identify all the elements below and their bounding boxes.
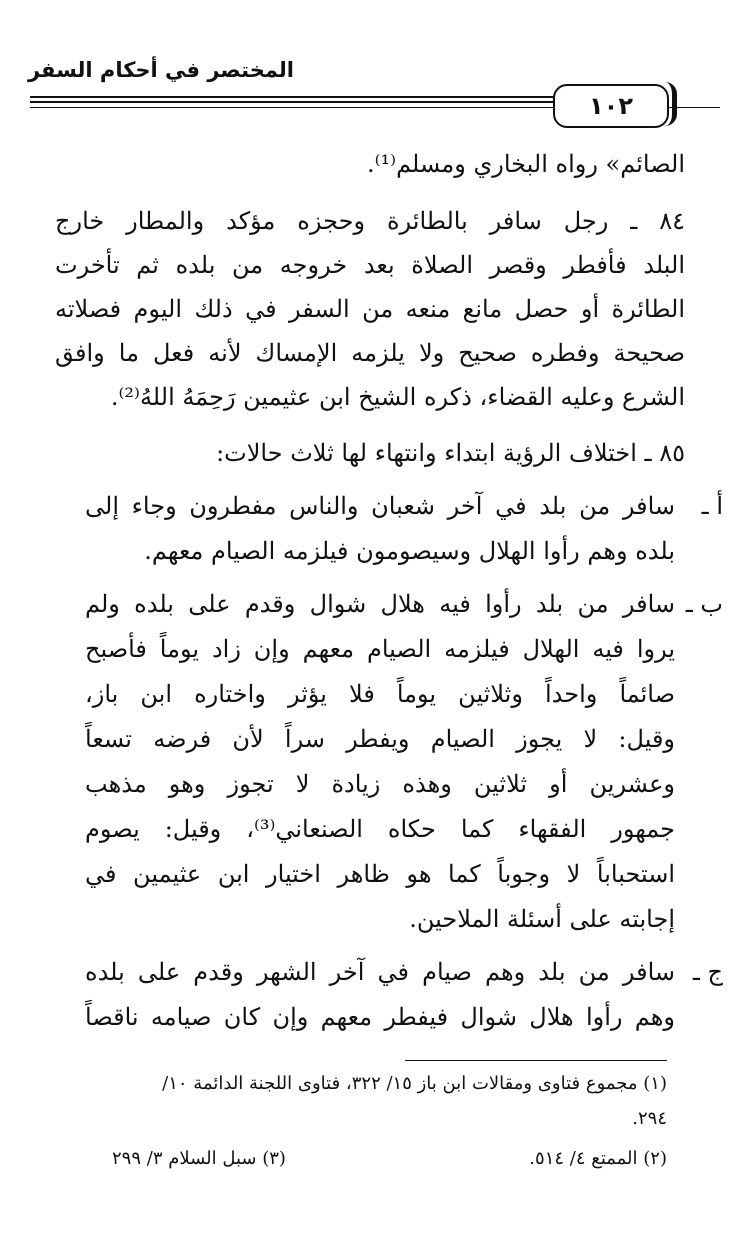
footnote-3: (٣) سبل السلام ٣/ ٢٩٩ xyxy=(112,1148,286,1169)
header-rule-top xyxy=(30,96,555,98)
body-line-4: الطائرة أو حصل مانع منعه من السفر في ذلك اليوم فصلاته xyxy=(55,295,685,323)
item-b-line-1: سافر من بلد رأوا فيه هلال شوال وقدم على بلده ولم xyxy=(85,590,675,618)
item-marker-a: أ ـ xyxy=(701,492,723,520)
page-number-bracket xyxy=(658,82,677,126)
body-line-1: الصائم» رواه البخاري ومسلم⁽¹⁾. xyxy=(367,150,685,178)
footnote-1-line-2: ٢٩٤. xyxy=(632,1108,667,1129)
item-a-line-2: بلده وهم رأوا الهلال وسيصومون فيلزمه الصيام معهم. xyxy=(144,537,675,565)
body-line-2: ٨٤ ـ رجل سافر بالطائرة وحجزه مؤكد والمطار خارج xyxy=(55,207,685,235)
item-c-line-2: وهم رأوا هلال شوال فيفطر معهم وإن كان صيامه ناقصاً xyxy=(85,1003,675,1031)
item-b-line-6: جمهور الفقهاء كما حكاه الصنعاني⁽³⁾، وقيل: يصوم xyxy=(85,815,676,843)
footnote-separator xyxy=(405,1060,667,1061)
page-number: ١٠٢ xyxy=(589,92,633,120)
item-b-line-7: استحباباً لا وجوباً كما هو ظاهر اختيار ابن عثيمين في xyxy=(85,860,675,888)
item-a-line-1: سافر من بلد في آخر شعبان والناس مفطرون وجاء إلى xyxy=(85,492,675,520)
body-line-5: صحيحة وفطره صحيح ولا يلزمه الإمساك لأنه فعل ما وافق xyxy=(55,339,685,367)
running-title: المختصر في أحكام السفر xyxy=(27,58,294,82)
header-rule-middle xyxy=(30,101,555,103)
body-line-3: البلد فأفطر وقصر الصلاة بعد خروجه من بلده ثم تأخرت xyxy=(55,251,685,279)
footnote-1-line-1: (١) مجموع فتاوى ومقالات ابن باز ١٥/ ٣٢٢، فتاوى اللجنة الدائمة ١٠/ xyxy=(162,1073,667,1094)
page-number-box xyxy=(553,84,669,128)
footnote-2: (٢) الممتع ٤/ ٥١٤. xyxy=(529,1148,667,1169)
item-c-line-1: سافر من بلد وهم صيام في آخر الشهر وقدم على بلده xyxy=(85,958,675,986)
body-line-7: ٨٥ ـ اختلاف الرؤية ابتداء وانتهاء لها ثلاث حالات: xyxy=(216,439,685,467)
item-b-line-3: صائماً واحداً وثلاثين يوماً فلا يؤثر واختاره ابن باز، xyxy=(85,680,675,708)
item-b-line-4: وقيل: لا يجوز الصيام ويفطر سراً لأن فرضه تسعاً xyxy=(85,725,675,753)
item-b-line-5: وعشرين أو ثلاثين وهذه زيادة لا تجوز وهو مذهب xyxy=(85,770,675,798)
item-b-line-2: يروا فيه الهلال فيلزمه الصيام معهم وإن زاد يوماً فأصبح xyxy=(85,635,675,663)
item-b-line-8: إجابته على أسئلة الملاحين. xyxy=(409,905,675,933)
item-marker-b: ب ـ xyxy=(685,590,723,618)
item-marker-c: ج ـ xyxy=(692,958,723,986)
body-line-6: الشرع وعليه القضاء، ذكره الشيخ ابن عثيمين رَحِمَهُ اللهُ⁽²⁾. xyxy=(110,383,685,411)
